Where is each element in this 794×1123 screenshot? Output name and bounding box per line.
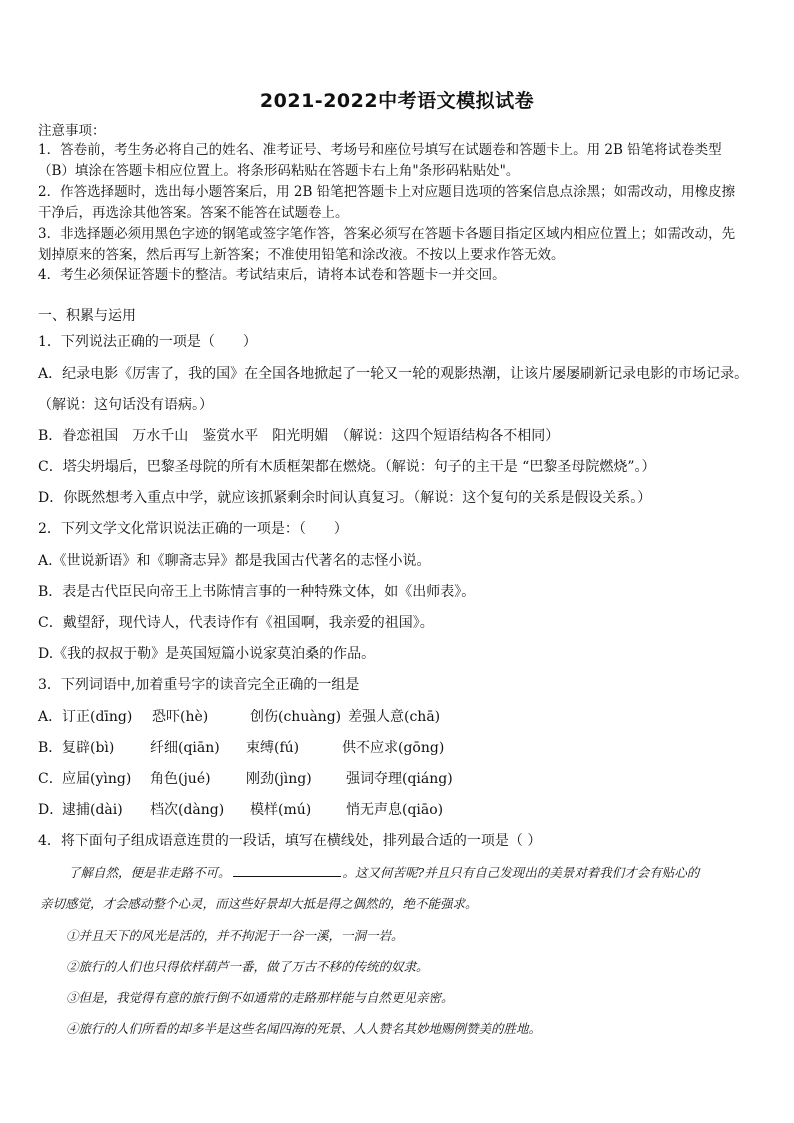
- word-item: 模样(mú): [250, 802, 312, 818]
- question-2-option-c: C．戴望舒，现代诗人，代表诗作有《祖国啊，我亲爱的祖国》。: [38, 615, 434, 631]
- passage-line: 亲切感觉，才会感动整个心灵，而这些好景却大抵是得之偶然的，绝不能强求。: [40, 896, 478, 911]
- question-1-option-b: B．眷恋祖国 万水千山 鉴赏水平 阳光明媚 （解说：这四个短语结构各不相同）: [38, 428, 560, 444]
- question-1-option-d: D．你既然想考入重点中学，就应该抓紧剩余时间认真复习。（解说：这个复句的关系是假设关系。）: [38, 490, 652, 506]
- notice-line: （B）填涂在答题卡相应位置上。将条形码粘贴在答题卡右上角"条形码粘贴处"。: [38, 163, 520, 179]
- word-item: 强词夺理(qiáng): [346, 771, 453, 787]
- word-item: 恐吓(hè): [152, 709, 209, 725]
- notice-heading: 注意事项：: [38, 123, 106, 139]
- question-1-option-a-note: （解说：这句话没有语病。）: [38, 397, 213, 413]
- notice-line: 3．非选择题必须用黑色字迹的钢笔或签字笔作答，答案必须写在答题卡各题目指定区域内相应位置上；如需改动，先: [38, 226, 736, 242]
- word-item: 订正(dīng): [62, 709, 133, 725]
- option-label: A．: [38, 709, 63, 725]
- question-2-option-d: D.《我的叔叔于勒》是英国短篇小说家莫泊桑的作品。: [38, 646, 376, 662]
- sentence-item: ①并且天下的风光是活的，并不拘泥于一谷一溪，一洞一岩。: [66, 928, 404, 943]
- word-item: 束缚(fú): [246, 740, 300, 756]
- word-item: 刚劲(jìng): [246, 771, 312, 787]
- word-item: 复辟(bì): [62, 740, 115, 756]
- section-heading: 一、积累与运用: [38, 308, 136, 324]
- notice-line: 1．答卷前，考生务必将自己的姓名、准考证号、考场号和座位号填写在试题卷和答题卡上。用 2B 铅笔将试卷类型: [38, 142, 722, 158]
- passage-text: 。这又何苦呢?并且只有自己发现出的美景对着我们才会有贴心的: [342, 865, 700, 880]
- question-4-stem: 4．将下面句子组成语意连贯的一段话，填写在横线处，排列最合适的一项是（ ）: [38, 833, 542, 849]
- answer-blank[interactable]: [233, 865, 341, 877]
- page-title: 2021-2022中考语文模拟试卷: [259, 90, 535, 112]
- word-item: 创伤(chuàng): [250, 709, 342, 725]
- option-label: D．: [38, 802, 64, 818]
- word-item: 差强人意(chā): [348, 709, 441, 725]
- sentence-item: ②旅行的人们也只得依样葫芦一番，做了万古不移的传统的奴隶。: [66, 959, 429, 974]
- question-1-option-a: A．纪录电影《厉害了，我的国》在全国各地掀起了一轮又一轮的观影热潮，让该片屡屡刷新记录电影的市场记录。: [38, 366, 749, 382]
- word-item: 角色(jué): [150, 771, 211, 787]
- notice-line: 划掉原来的答案，然后再写上新答案；不准使用铅笔和涂改液。不按以上要求作答无效。: [38, 247, 565, 263]
- sentence-item: ④旅行的人们所看的却多半是这些名闻四海的死景、人人赞名其妙地赐例赞美的胜地。: [66, 1021, 542, 1036]
- question-1-stem: 1．下列说法正确的一项是（ ）: [38, 334, 257, 350]
- word-item: 纤细(qiān): [150, 740, 220, 756]
- question-2-stem: 2．下列文学文化常识说法正确的一项是：（ ）: [38, 521, 348, 537]
- word-item: 应届(yìng): [62, 771, 132, 787]
- word-item: 档次(dàng): [150, 802, 225, 818]
- notice-line: 4．考生必须保证答题卡的整洁。考试结束后，请将本试卷和答题卡一并交回。: [38, 267, 506, 283]
- question-2-option-b: B．表是古代臣民向帝王上书陈情言事的一种特殊文体，如《出师表》。: [38, 584, 476, 600]
- passage-line: [68, 864, 699, 882]
- question-3-stem: 3．下列词语中,加着重号字的读音完全正确的一组是: [38, 677, 360, 693]
- word-item: 悄无声息(qiāo): [346, 802, 444, 818]
- word-item: 逮捕(dài): [62, 802, 123, 818]
- notice-line: 2．作答选择题时，选出每小题答案后，用 2B 铅笔把答题卡上对应题目选项的答案信息点涂黑；如需改动，用橡皮擦: [38, 184, 736, 200]
- passage-text: 了解自然，便是非走路不可。: [68, 865, 231, 880]
- notice-line: 干净后，再选涂其他答案。答案不能答在试题卷上。: [38, 205, 349, 221]
- question-1-option-c: C．塔尖坍塌后，巴黎圣母院的所有木质框架都在燃烧。（解说：句子的主干是 “巴黎圣母院燃烧”。）: [38, 459, 656, 475]
- sentence-item: ③但是，我觉得有意的旅行倒不如通常的走路那样能与自然更见亲密。: [66, 990, 454, 1005]
- option-label: B．: [38, 740, 63, 756]
- question-2-option-a: A.《世说新语》和《聊斋志异》都是我国古代著名的志怪小说。: [38, 553, 431, 569]
- option-label: C．: [38, 771, 63, 787]
- word-item: 供不应求(gōng): [342, 740, 445, 756]
